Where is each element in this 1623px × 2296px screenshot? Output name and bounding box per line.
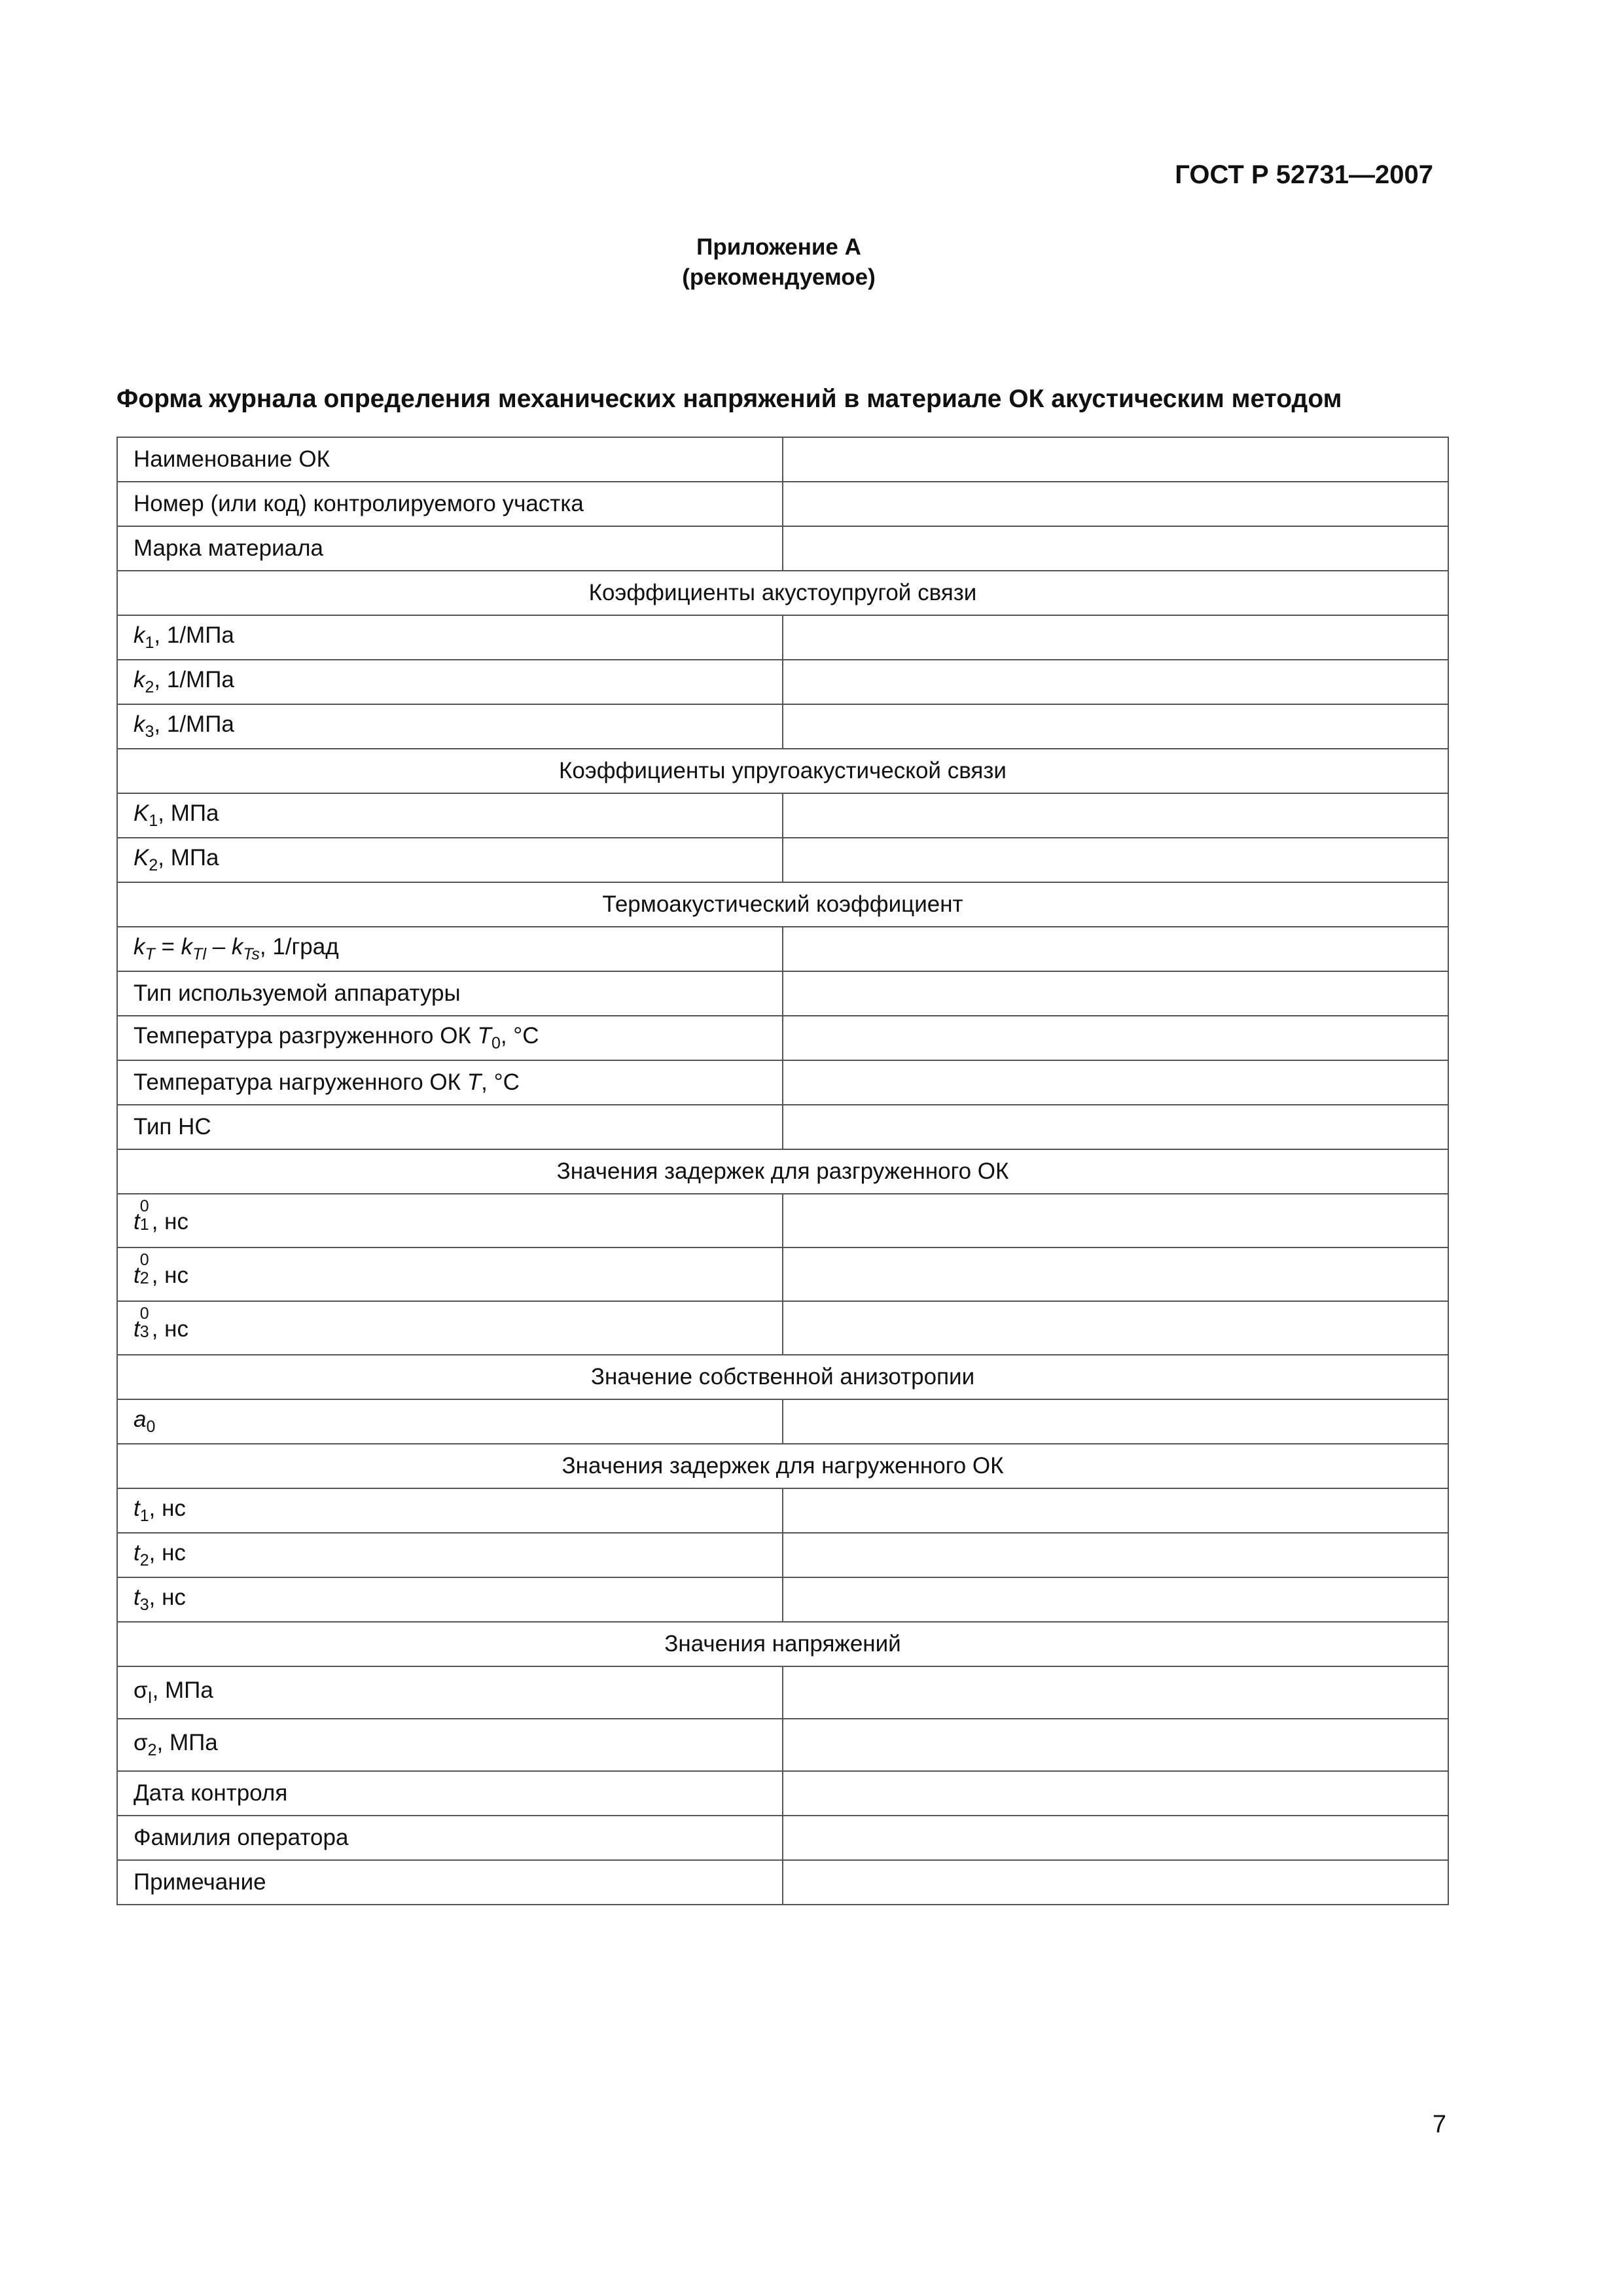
- table-row: [117, 971, 1448, 1016]
- row-label-remark: Примечание: [117, 1860, 783, 1905]
- table-row: [117, 1301, 1448, 1355]
- row-label-K1: $K_1$, МПа: [117, 793, 783, 838]
- table-row: [117, 1860, 1448, 1905]
- table-row: [117, 1577, 1448, 1622]
- section-heading-loaded-delays: Значения задержек для нагруженного ОК: [117, 1444, 1448, 1488]
- row-label-unloaded-temperature: Температура разгруженного ОК $T_0$, °С: [117, 1016, 783, 1060]
- section-row: [117, 1355, 1448, 1399]
- row-label-k1: $k_1$, 1/МПа: [117, 615, 783, 660]
- section-row: [117, 882, 1448, 927]
- table-row: [117, 927, 1448, 971]
- section-row: [117, 1622, 1448, 1666]
- table-row: [117, 1247, 1448, 1301]
- section-heading-acoustoelastic: Коэффициенты акустоупругой связи: [117, 571, 1448, 615]
- row-label-sigma2: $\sigma_2$, МПа: [117, 1719, 783, 1771]
- table-row: [117, 1105, 1448, 1149]
- row-label-inspection-date: Дата контроля: [117, 1771, 783, 1816]
- row-label-loaded-temperature: Температура нагруженного ОК T, °С: [117, 1060, 783, 1105]
- value-cell-kT[interactable]: [783, 927, 1448, 971]
- value-cell-sigma2[interactable]: [783, 1719, 1448, 1771]
- value-cell-unloaded-temperature[interactable]: [783, 1016, 1448, 1060]
- section-heading-thermoacoustic: Термоакустический коэффициент: [117, 882, 1448, 927]
- value-cell-object-name[interactable]: [783, 437, 1448, 482]
- value-cell-t3[interactable]: [783, 1577, 1448, 1622]
- table-row: [117, 1194, 1448, 1247]
- section-heading-anisotropy: Значение собственной анизотропии: [117, 1355, 1448, 1399]
- value-cell-t1[interactable]: [783, 1488, 1448, 1533]
- value-cell-inspection-date[interactable]: [783, 1771, 1448, 1816]
- value-cell-equipment-type[interactable]: [783, 971, 1448, 1016]
- value-cell-k3[interactable]: [783, 704, 1448, 749]
- value-cell-k2[interactable]: [783, 660, 1448, 704]
- section-heading-stresses: Значения напряжений: [117, 1622, 1448, 1666]
- row-label-t01: t 0 1 , нс: [117, 1194, 783, 1247]
- table-row: [117, 1719, 1448, 1771]
- appendix-note: (рекомендуемое): [682, 264, 876, 290]
- value-cell-t01[interactable]: [783, 1194, 1448, 1247]
- row-label-t03: t 0 3 , нс: [117, 1301, 783, 1355]
- row-label-sigma1: $\sigma_I$, МПа: [117, 1666, 783, 1719]
- row-label-t1: $t_1$, нс: [117, 1488, 783, 1533]
- value-cell-material-grade[interactable]: [783, 526, 1448, 571]
- table-row: [117, 1771, 1448, 1816]
- row-label-transducer-type: Тип НС: [117, 1105, 783, 1149]
- section-row: [117, 571, 1448, 615]
- section-row: [117, 749, 1448, 793]
- row-label-operator-name: Фамилия оператора: [117, 1816, 783, 1860]
- standard-designation: ГОСТ Р 52731—2007: [1175, 160, 1433, 189]
- row-label-section-number: Номер (или код) контролируемого участка: [117, 482, 783, 526]
- section-heading-unloaded-delays: Значения задержек для разгруженного ОК: [117, 1149, 1448, 1194]
- row-label-t2: $t_2$, нс: [117, 1533, 783, 1577]
- table-row: [117, 793, 1448, 838]
- table-row: [117, 1666, 1448, 1719]
- table-row: [117, 482, 1448, 526]
- table-row: [117, 1816, 1448, 1860]
- section-heading-elastoacoustic: Коэффициенты упругоакустической связи: [117, 749, 1448, 793]
- table-row: [117, 1060, 1448, 1105]
- row-label-a0: $a_0$: [117, 1399, 783, 1444]
- value-cell-K1[interactable]: [783, 793, 1448, 838]
- value-cell-t02[interactable]: [783, 1247, 1448, 1301]
- journal-form-table: [116, 437, 1449, 1905]
- table-row: [117, 615, 1448, 660]
- appendix-title: Приложение А: [696, 234, 861, 260]
- table-row: [117, 838, 1448, 882]
- table-row: [117, 1533, 1448, 1577]
- table-row: [117, 660, 1448, 704]
- row-label-material-grade: Марка материала: [117, 526, 783, 571]
- table-row: [117, 1399, 1448, 1444]
- value-cell-remark[interactable]: [783, 1860, 1448, 1905]
- value-cell-sigma1[interactable]: [783, 1666, 1448, 1719]
- row-label-kT: $k_T = k_{Tl} - k_{Ts}$, 1/град: [117, 927, 783, 971]
- row-label-equipment-type: Тип используемой аппаратуры: [117, 971, 783, 1016]
- row-label-t3: $t_3$, нс: [117, 1577, 783, 1622]
- value-cell-transducer-type[interactable]: [783, 1105, 1448, 1149]
- page-number: 7: [1432, 2111, 1446, 2138]
- value-cell-t03[interactable]: [783, 1301, 1448, 1355]
- section-row: [117, 1444, 1448, 1488]
- section-row: [117, 1149, 1448, 1194]
- row-label-k3: $k_3$, 1/МПа: [117, 704, 783, 749]
- table-row: [117, 437, 1448, 482]
- table-row: [117, 1488, 1448, 1533]
- value-cell-loaded-temperature[interactable]: [783, 1060, 1448, 1105]
- row-label-K2: $K_2$, МПа: [117, 838, 783, 882]
- value-cell-section-number[interactable]: [783, 482, 1448, 526]
- value-cell-K2[interactable]: [783, 838, 1448, 882]
- appendix-heading: [0, 232, 1558, 293]
- table-row: [117, 704, 1448, 749]
- row-label-t02: t 0 2 , нс: [117, 1247, 783, 1301]
- value-cell-operator-name[interactable]: [783, 1816, 1448, 1860]
- table-row: [117, 1016, 1448, 1060]
- value-cell-t2[interactable]: [783, 1533, 1448, 1577]
- table-row: [117, 526, 1448, 571]
- form-title: Форма журнала определения механических напряжений в материале ОК акустическим методом: [116, 385, 1342, 413]
- value-cell-a0[interactable]: [783, 1399, 1448, 1444]
- row-label-object-name: Наименование ОК: [117, 437, 783, 482]
- row-label-k2: $k_2$, 1/МПа: [117, 660, 783, 704]
- value-cell-k1[interactable]: [783, 615, 1448, 660]
